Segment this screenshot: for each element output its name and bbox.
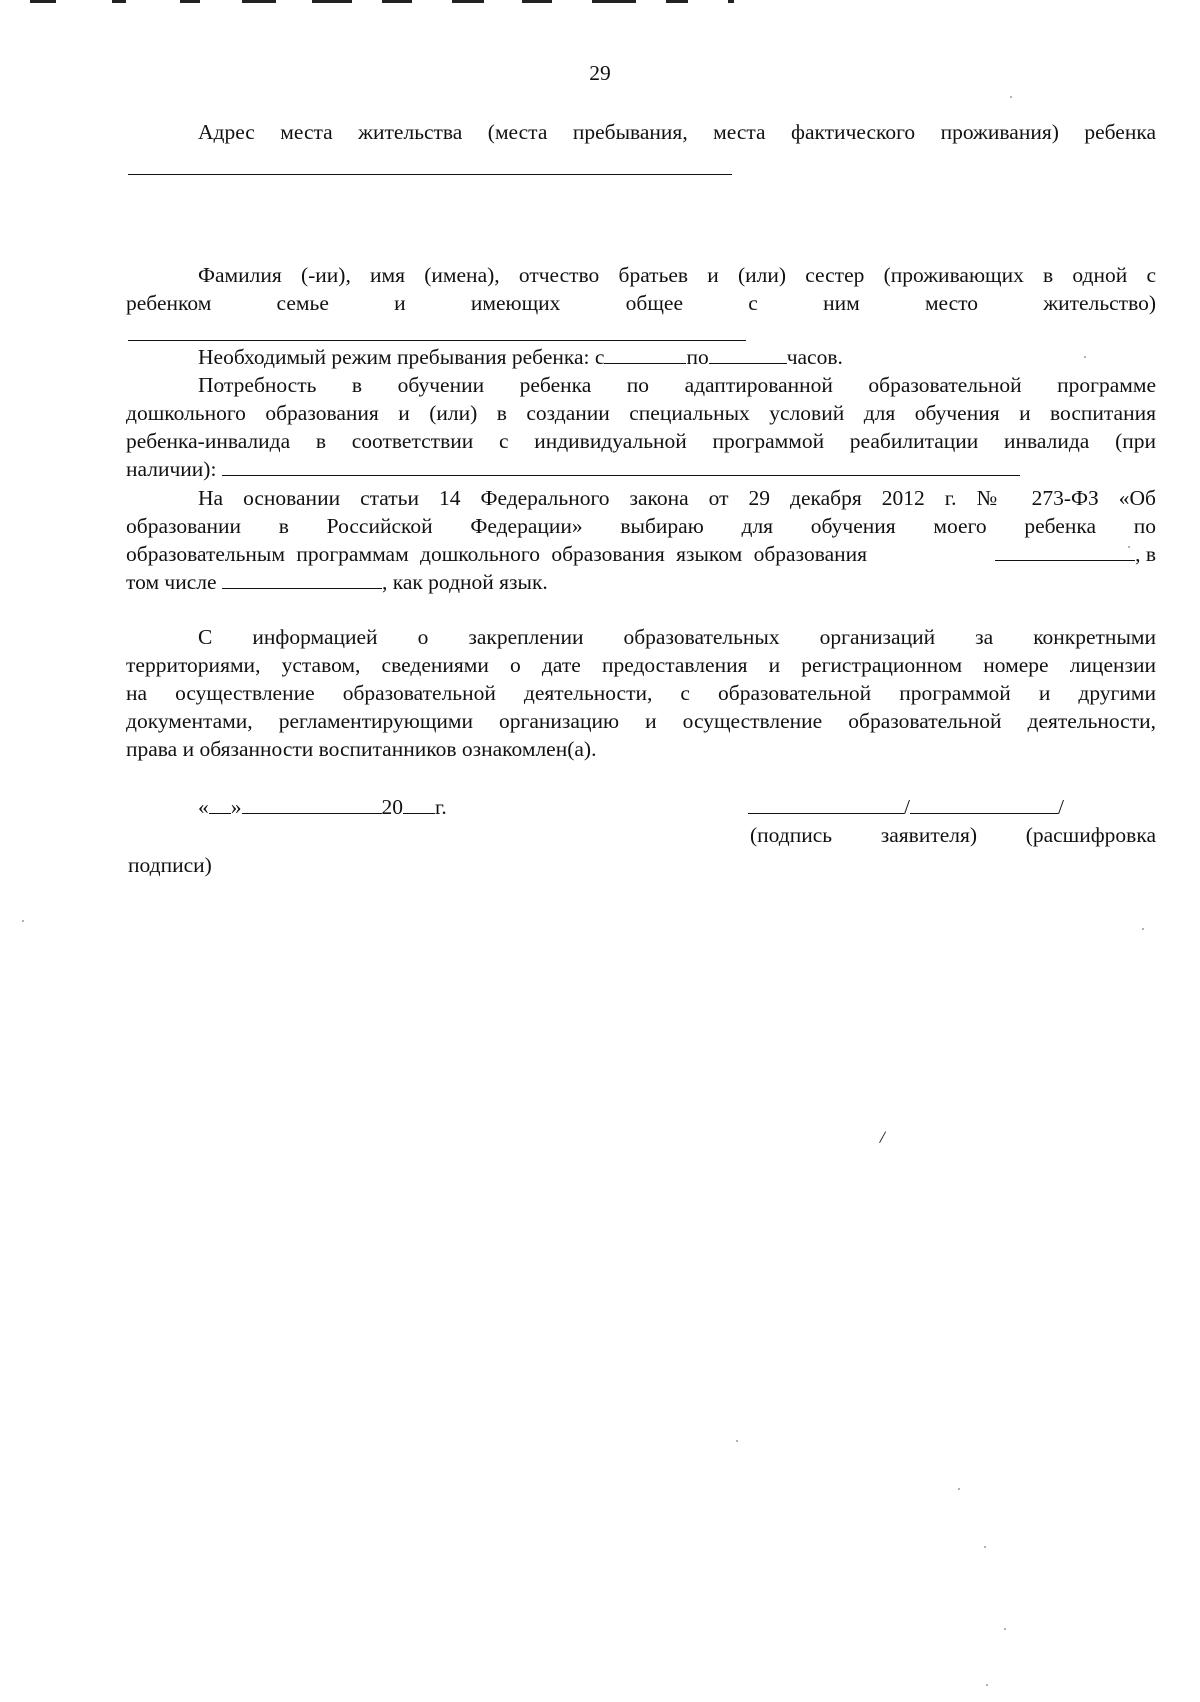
native-language-blank [222,569,382,589]
scan-speck [1142,928,1144,930]
scan-speck [736,1440,738,1442]
need-line-2: дошкольного образования и (или) в создании специальных условий для обучения и воспитания [126,401,1156,425]
date-open-quote: « [198,795,209,819]
law-line-3 [126,541,1156,568]
law-line-3-end: , в [1135,542,1156,566]
signature-caption-wrap: подписи) [128,853,212,877]
scan-speck [984,1546,986,1548]
year-prefix: 20 [381,795,403,819]
signature-slash-1: / [904,795,910,819]
scan-edge-marks [30,0,810,6]
regime-to-blank [709,344,787,364]
scan-speck [1010,96,1012,98]
siblings-blank [128,340,746,341]
need-last-label: наличии): [126,457,217,481]
info-line-1: С информацией о закреплении образовательных организаций за конкретными [198,625,1156,649]
address-blank [128,174,732,175]
page-number: 29 [589,61,611,85]
need-line-3: ребенка-инвалида в соответствии с индивидуальной программой реабилитации инвалида (при [126,429,1156,453]
year-blank [403,794,435,814]
scan-speck [1004,1628,1006,1630]
signature-decode-blank [910,794,1058,814]
month-blank [242,794,382,814]
law-line-3-text: образовательным программам дошкольного образования языком образования [126,542,868,566]
info-line-3: на осуществление образовательной деятельности, с образовательной программой и другими [126,681,1156,705]
regime-from-blank [604,344,686,364]
scan-speck [22,920,24,922]
siblings-line-2: ребенком семье и имеющих общее с ним место жительство) [126,291,1156,315]
signature-blank [748,794,904,814]
address-label: Адрес места жительства (места пребывания, места фактического проживания) ребенка [198,120,1156,144]
date-line [198,794,447,821]
scan-speck [1084,356,1086,358]
signature-slash-2: / [1057,795,1064,819]
info-line-2: территориями, уставом, сведениями о дате предоставления и регистрационном номере лицензии [126,653,1156,677]
regime-mid: по [686,345,709,369]
date-close-quote: » [230,795,242,819]
language-blank [995,541,1135,561]
scan-speck [1128,546,1130,548]
siblings-line-1: Фамилия (-ии), имя (имена), отчество братьев и (или) сестер (проживающих в одной с [198,263,1156,287]
regime-suffix: часов. [786,345,843,369]
scan-speck [986,1684,988,1686]
regime-line [126,344,1156,371]
law-line-4-end: , как родной язык. [381,570,548,594]
stray-pen-mark: / [878,1126,887,1148]
day-blank [209,794,231,814]
law-line-2: образовании в Российской Федерации» выбираю для обучения моего ребенка по [126,514,1156,538]
scan-speck [958,1488,960,1490]
need-line-4 [126,456,1156,483]
need-blank [222,456,1020,476]
info-line-5: права и обязанности воспитанников ознакомлен(а). [126,737,597,761]
law-line-4 [126,569,1156,596]
regime-prefix: Необходимый режим пребывания ребенка: с [198,345,605,369]
signature-caption: (подпись заявителя) (расшифровка [750,823,1156,847]
law-line-4-start: том числе [126,570,217,594]
signature-line [748,794,1064,821]
law-line-1: На основании статьи 14 Федерального закона от 29 декабря 2012 г. № 273-ФЗ «Об [198,486,1156,510]
need-line-1: Потребность в обучении ребенка по адаптированной образовательной программе [198,373,1156,397]
info-line-4: документами, регламентирующими организацию и осуществление образовательной деятельности, [126,709,1156,733]
year-suffix: г. [435,795,447,819]
